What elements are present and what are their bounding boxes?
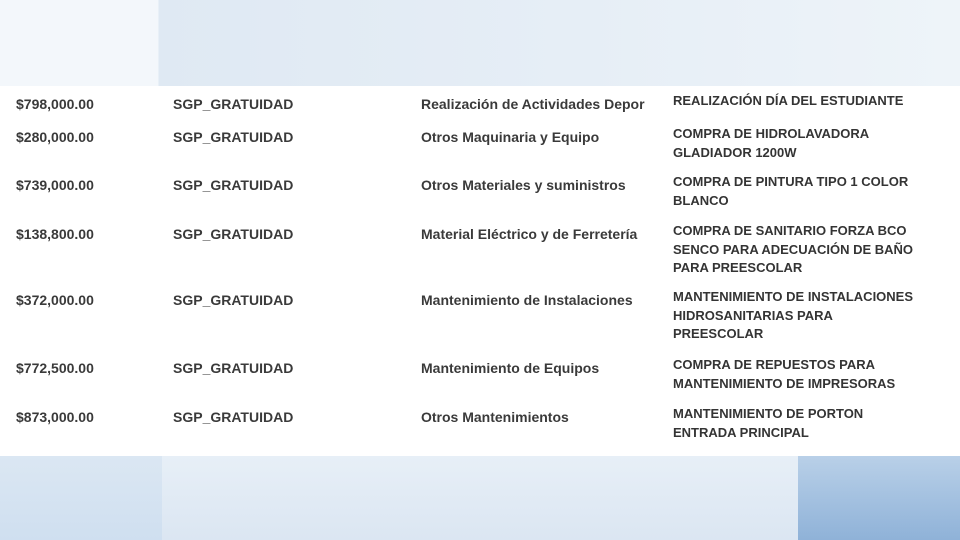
source-cell: SGP_GRATUIDAD <box>173 96 294 112</box>
description-cell: COMPRA DE REPUESTOS PARA MANTENIMIENTO DE IMPRESORAS <box>673 357 896 391</box>
source-cell: SGP_GRATUIDAD <box>173 409 294 425</box>
source-cell: SGP_GRATUIDAD <box>173 360 294 376</box>
amount-cell: $739,000.00 <box>16 177 94 193</box>
amount-cell: $138,800.00 <box>16 226 94 242</box>
amount-cell: $772,500.00 <box>16 360 94 376</box>
item-cell: Realización de Actividades Depor <box>421 96 645 112</box>
header-background <box>0 0 960 86</box>
description-cell: MANTENIMIENTO DE PORTON ENTRADA PRINCIPAL <box>673 406 864 440</box>
amount-cell: $280,000.00 <box>16 129 94 145</box>
item-cell: Otros Maquinaria y Equipo <box>421 129 600 145</box>
description-cell: MANTENIMIENTO DE INSTALACIONES HIDROSANITARIAS PARA PREESCOLAR <box>673 289 914 341</box>
item-cell: Mantenimiento de Instalaciones <box>421 292 633 308</box>
description-cell: COMPRA DE HIDROLAVADORA GLADIADOR 1200W <box>673 126 869 160</box>
item-cell: Otros Materiales y suministros <box>421 177 626 193</box>
source-cell: SGP_GRATUIDAD <box>173 292 294 308</box>
amount-cell: $798,000.00 <box>16 96 94 112</box>
amount-cell: $372,000.00 <box>16 292 94 308</box>
amount-cell: $873,000.00 <box>16 409 94 425</box>
footer-background <box>0 456 960 540</box>
source-cell: SGP_GRATUIDAD <box>173 129 294 145</box>
source-cell: SGP_GRATUIDAD <box>173 226 294 242</box>
description-cell: REALIZACIÓN DÍA DEL ESTUDIANTE <box>673 93 904 108</box>
budget-table <box>0 86 960 456</box>
description-cell: COMPRA DE PINTURA TIPO 1 COLOR BLANCO <box>673 174 909 208</box>
item-cell: Material Eléctrico y de Ferretería <box>421 226 638 242</box>
source-cell: SGP_GRATUIDAD <box>173 177 294 193</box>
item-cell: Mantenimiento de Equipos <box>421 360 600 376</box>
description-cell: COMPRA DE SANITARIO FORZA BCO SENCO PARA ADECUACIÓN DE BAÑO PARA PREESCOLAR <box>673 223 914 275</box>
item-cell: Otros Mantenimientos <box>421 409 569 425</box>
